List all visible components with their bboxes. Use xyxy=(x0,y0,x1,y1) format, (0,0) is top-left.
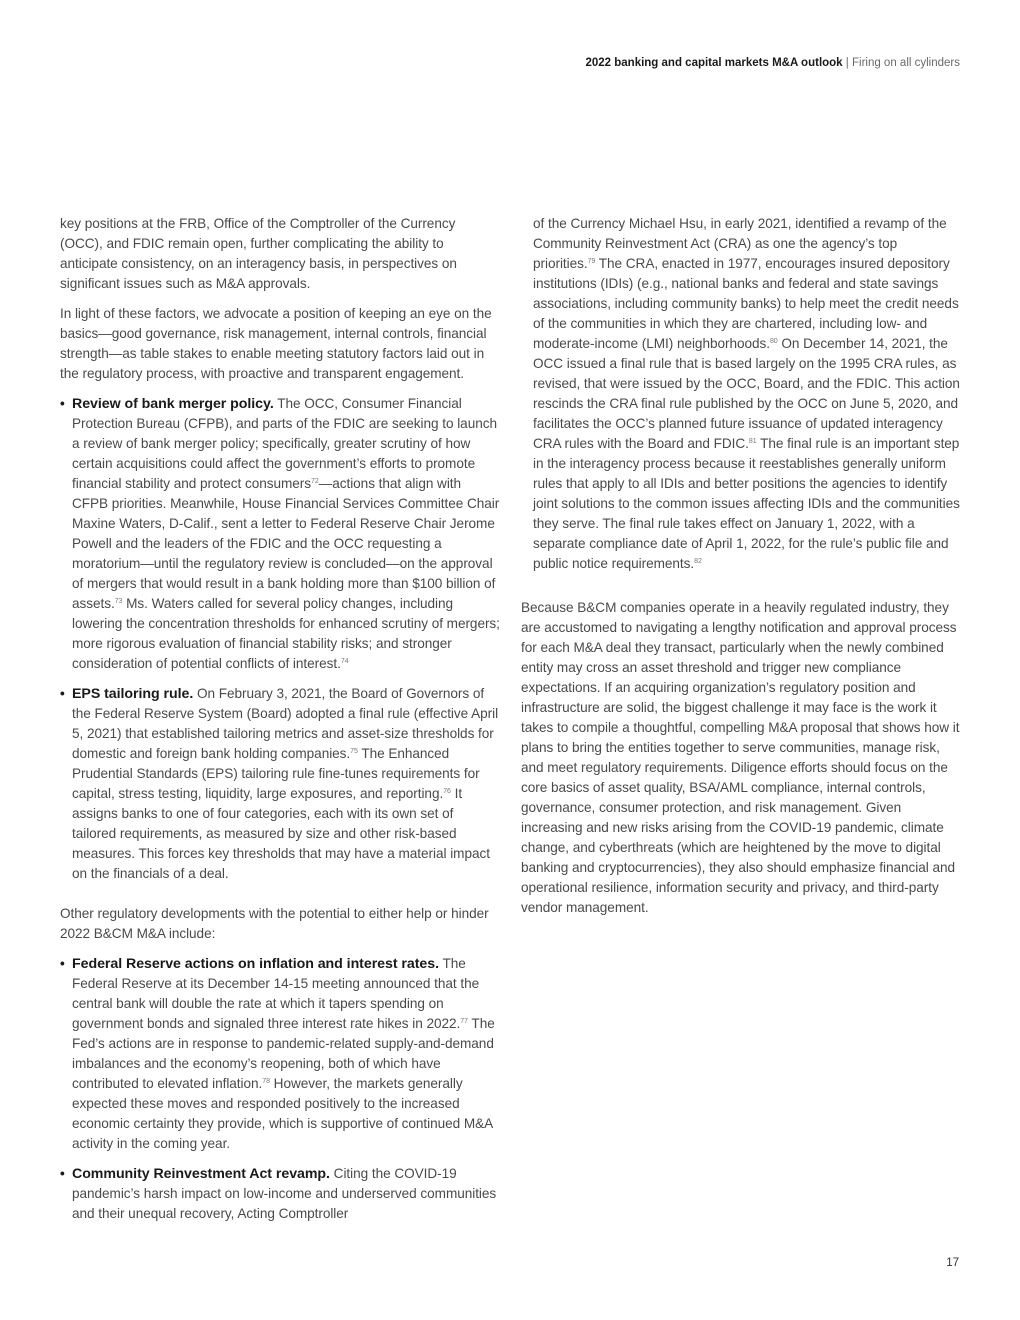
bullet-community-reinvestment-act: • Community Reinvestment Act revamp. Citing the COVID-19 pandemic’s harsh impact on low-income and underserved communities and their unequal recovery, Acting Comptroller xyxy=(60,1164,500,1224)
bullet-lead: EPS tailoring rule. xyxy=(72,686,194,702)
footnote-ref: 75 xyxy=(350,748,358,755)
header-separator: | xyxy=(842,57,852,69)
paragraph: Because B&CM companies operate in a heavily regulated industry, they are accustomed to navigating a lengthy notification and approval process for each M&A deal they transact, particularly when the newly combined entity may cross an asset threshold and trigger new compliance expectations. If an acquiring organization’s regulatory position and infrastructure are solid, the biggest challenge it may face is the work it takes to compile a thoughtful, compelling M&A proposal that shows how it plans to bring the entities together to serve communities, manage risk, and meet regulatory requirements. Diligence efforts should focus on the core basics of asset quality, BSA/AML compliance, internal controls, governance, consumer protection, and risk management. Given increasing and new risks arising from the COVID-19 pandemic, climate change, and cyberthreats (which are heightened by the move to digital banking and cryptocurrencies), they also should emphasize financial and operational resilience, information security and privacy, and third-party vendor management. xyxy=(521,600,960,915)
bullet-lead: Federal Reserve actions on inflation and interest rates. xyxy=(72,956,439,972)
header-subtitle: Firing on all cylinders xyxy=(851,57,960,69)
bullet-federal-reserve-actions: • Federal Reserve actions on inflation and interest rates. The Federal Reserve at its December 14-15 meeting announced that the central bank will double the rate at which it tapers spending on government bonds and signaled three interest rate hikes in 2022.77 The Fed’s actions are in response to pandemic-related supply-and-demand imbalances and the economy’s reopening, both of which have contributed to elevated inflation.$^{78}$ However, the markets generally expected these moves and responded positively to the increased economic certainty they provide, which is supportive of continued M&A activity in the coming year. xyxy=(60,954,500,1154)
footnote-ref: 81 xyxy=(748,438,757,445)
footnote-ref: 82 xyxy=(694,558,702,565)
footnote-ref: 73 xyxy=(114,598,123,605)
page-number: 17 xyxy=(946,1257,959,1269)
paragraph: Other regulatory developments with the potential to either help or hinder 2022 B&CM M&A include: xyxy=(60,906,489,941)
bullet-continuation: of the Currency Michael Hsu, in early 2021, identified a revamp of the Community Reinvestment Act (CRA) as one the agency’s top priorities.$^{79}$ The CRA, enacted in 1977, encourages insured depository institutions (IDIs) (e.g., national banks and federal and state savings associations, including community banks) to help meet the credit needs of the communities in which they are chartered, including low- and moderate-income (LMI) neighborhoods.$^{80}$ On December 14, 2021, the OCC issued a final rule that is based largely on the 1995 CRA rules, as revised, that were issued by the OCC, Board, and the FDIC. This action rescinds the CRA final rule published by the OCC on June 5, 2020, and facilitates the OCC’s planned future issuance of updated interagency CRA rules with the Board and FDIC.$^{81}$ The final rule is an important step in the interagency process because it reestablishes generally uniform rules that apply to all IDIs and better positions the agencies to identify joint solutions to the common issues affecting IDIs and the communities they serve. The final rule takes effect on January 1, 2022, with a separate compliance date of April 1, 2022, for the rule’s public file and public notice requirements.$^{82}$ xyxy=(533,216,960,571)
paragraph: key positions at the FRB, Office of the Comptroller of the Currency (OCC), and FDIC remain open, further complicating the ability to anticipate consistency, on an interagency basis, in perspectives on significant issues such as M&A approvals. xyxy=(60,216,457,291)
footnote-ref: 80 xyxy=(769,338,778,345)
bullet-list xyxy=(60,394,500,884)
running-header xyxy=(585,57,960,69)
bullet-list xyxy=(60,954,500,1224)
footnote-ref: 79 xyxy=(587,258,596,265)
footnote-ref: 76 xyxy=(443,788,451,795)
bullet-review-bank-merger-policy: • Review of bank merger policy. The OCC, Consumer Financial Protection Bureau (CFPB), and parts of the FDIC are seeking to launch a review of bank merger policy; specifically, greater scrutiny of how certain acquisitions could affect the government’s efforts to promote financial stability and protect consumers$^{72}$—actions that align with CFPB priorities. Meanwhile, House Financial Services Committee Chair Maxine Waters, D-Calif., sent a letter to Federal Reserve Chair Jerome Powell and the leaders of the FDIC and the OCC requesting a moratorium—until the regulatory review is concluded—on the approval of mergers that would result in a bank holding more than $100 billion of assets.$^{73}$ Ms. Waters called for several policy changes, including lowering the concentration thresholds for enhanced scrutiny of mergers; more rigorous evaluation of financial stability risks; and stronger consideration of potential conflicts of interest.$^{74}$ xyxy=(60,394,500,674)
footnote-ref: 72 xyxy=(310,478,319,485)
bullet-lead: Community Reinvestment Act revamp. xyxy=(72,1166,330,1182)
bullet-lead: Review of bank merger policy. xyxy=(72,396,274,412)
header-title: 2022 banking and capital markets M&A outlook xyxy=(585,57,843,69)
footnote-ref: 78 xyxy=(262,1078,270,1085)
left-column xyxy=(60,214,500,1234)
bullet-eps-tailoring-rule: • EPS tailoring rule. On February 3, 2021, the Board of Governors of the Federal Reserve System (Board) adopted a final rule (effective April 5, 2021) that established tailoring metrics and asset-size thresholds for domestic and foreign bank holding companies.$^{75}$ The Enhanced Prudential Standards (EPS) tailoring rule fine-tunes requirements for capital, stress testing, liquidity, large exposures, and reporting.$^{76}$ It assigns banks to one of four categories, each with its own set of tailored requirements, as measured by size and other risk-based measures. This forces key thresholds that may have a material impact on the financials of a deal. xyxy=(60,684,500,884)
footnote-ref: 74 xyxy=(340,658,349,665)
right-column xyxy=(521,214,961,928)
footnote-ref: 77 xyxy=(460,1018,468,1025)
paragraph: In light of these factors, we advocate a position of keeping an eye on the basics—good governance, risk management, internal controls, financial strength—as table stakes to enable meeting statutory factors laid out in the regulatory process, with proactive and transparent engagement. xyxy=(60,306,492,381)
